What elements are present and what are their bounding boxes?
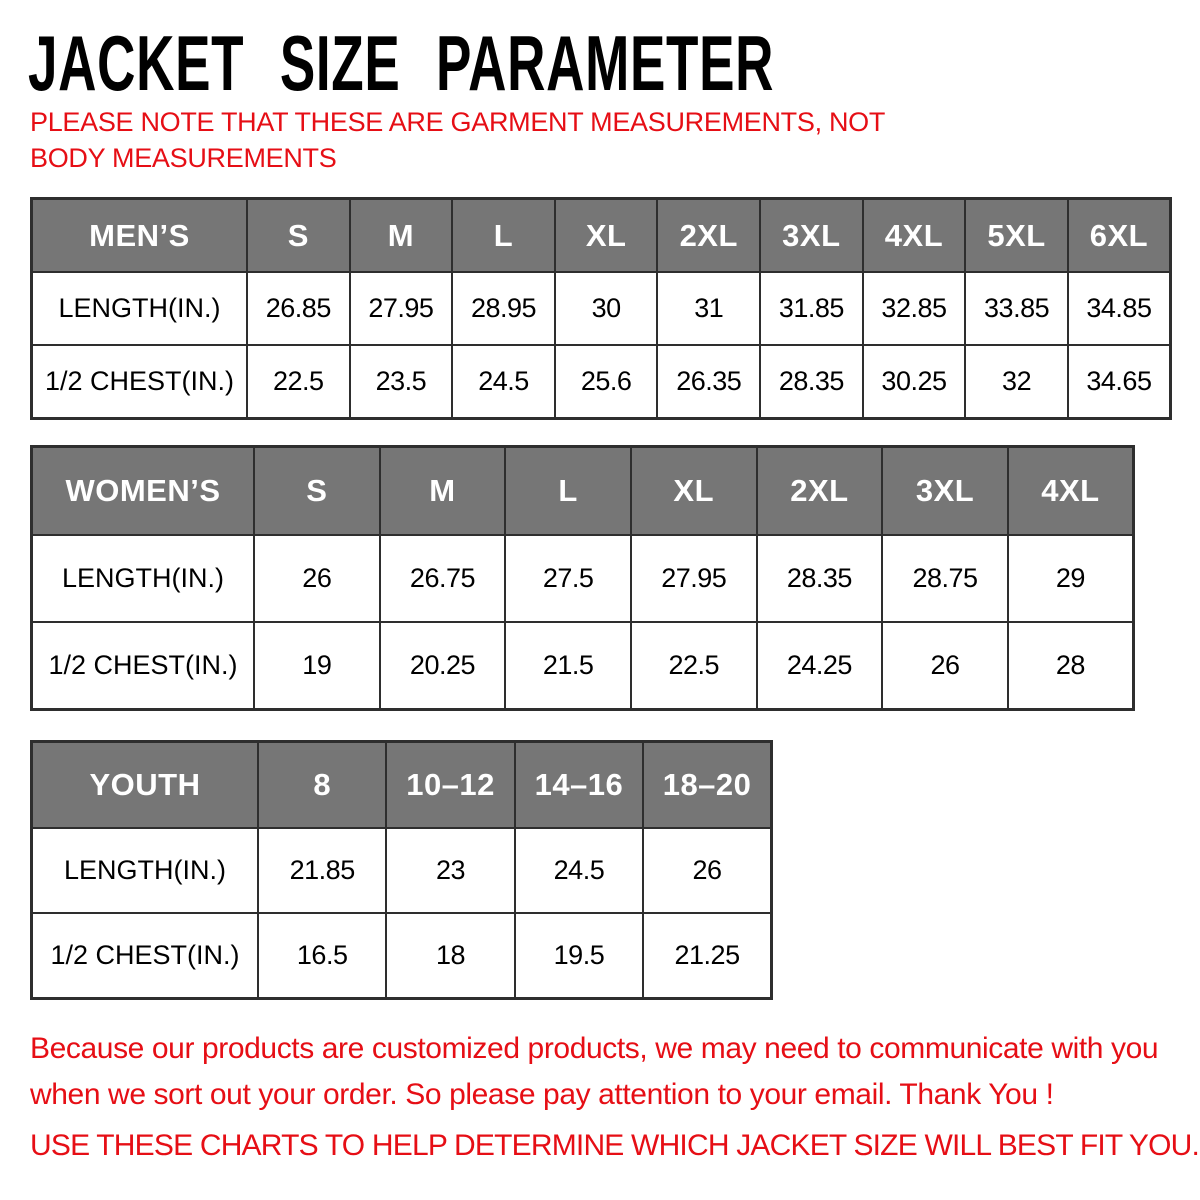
measurement-value-cell: 28.95 [452, 272, 555, 345]
measurement-value-cell: 28.35 [760, 345, 863, 419]
row-label-cell: 1/2 CHEST(IN.) [32, 622, 255, 710]
measurement-value-cell: 23 [386, 828, 514, 913]
measurement-value-cell: 31.85 [760, 272, 863, 345]
size-header-cell: 8 [258, 742, 386, 829]
fit-advice-note: USE THESE CHARTS TO HELP DETERMINE WHICH JACKET SIZE WILL BEST FIT YOU. [30, 1129, 1200, 1162]
size-header-cell: 6XL [1068, 199, 1171, 273]
size-header-cell: XL [555, 199, 658, 273]
womens-table-header [32, 447, 1134, 536]
measurement-value-cell: 26.75 [380, 535, 506, 622]
womens-size-table [30, 445, 1135, 711]
table-title-cell: MEN’S [32, 199, 248, 273]
youth-size-table [30, 740, 773, 1000]
measurement-value-cell: 26 [643, 828, 771, 913]
measurement-value-cell: 26.85 [247, 272, 350, 345]
header-row [32, 199, 1171, 273]
measurement-value-cell: 21.85 [258, 828, 386, 913]
measurement-value-cell: 28 [1008, 622, 1134, 710]
size-header-cell: 4XL [863, 199, 966, 273]
table-row [32, 272, 1171, 345]
measurement-value-cell: 22.5 [631, 622, 757, 710]
row-label-cell: LENGTH(IN.) [32, 535, 255, 622]
table-title-cell: WOMEN’S [32, 447, 255, 536]
size-header-cell: S [254, 447, 380, 536]
measurement-value-cell: 21.25 [643, 913, 771, 999]
customization-note: Because our products are customized products, we may need to communicate with you when we sort out your order. So please pay attention to your email. Thank You ! [30, 1032, 1159, 1111]
mens-table-header [32, 199, 1171, 273]
size-header-cell: 3XL [760, 199, 863, 273]
size-header-cell: XL [631, 447, 757, 536]
measurement-value-cell: 26 [254, 535, 380, 622]
row-label-cell: 1/2 CHEST(IN.) [32, 913, 259, 999]
measurement-value-cell: 20.25 [380, 622, 506, 710]
measurement-value-cell: 27.5 [505, 535, 631, 622]
size-header-cell: M [350, 199, 453, 273]
size-header-cell: L [505, 447, 631, 536]
size-header-cell: 2XL [757, 447, 883, 536]
measurement-value-cell: 33.85 [965, 272, 1068, 345]
measurement-value-cell: 24.25 [757, 622, 883, 710]
measurement-value-cell: 27.95 [631, 535, 757, 622]
size-header-cell: M [380, 447, 506, 536]
size-header-cell: 3XL [882, 447, 1008, 536]
row-label-cell: LENGTH(IN.) [32, 272, 248, 345]
size-header-cell: L [452, 199, 555, 273]
womens-table-body [32, 535, 1134, 710]
header-row [32, 447, 1134, 536]
measurement-value-cell: 22.5 [247, 345, 350, 419]
measurement-value-cell: 21.5 [505, 622, 631, 710]
measurement-value-cell: 16.5 [258, 913, 386, 999]
header-row [32, 742, 772, 829]
youth-table-body [32, 828, 772, 999]
measurement-value-cell: 32.85 [863, 272, 966, 345]
size-header-cell: 10–12 [386, 742, 514, 829]
table-row [32, 828, 772, 913]
measurement-value-cell: 27.95 [350, 272, 453, 345]
measurement-value-cell: 28.35 [757, 535, 883, 622]
table-row [32, 345, 1171, 419]
table-row [32, 913, 772, 999]
measurement-value-cell: 30.25 [863, 345, 966, 419]
measurement-value-cell: 29 [1008, 535, 1134, 622]
garment-measurement-note: PLEASE NOTE THAT THESE ARE GARMENT MEASUREMENTS, NOT BODY MEASUREMENTS [30, 107, 885, 173]
measurement-value-cell: 24.5 [515, 828, 643, 913]
size-header-cell: 14–16 [515, 742, 643, 829]
measurement-value-cell: 26.35 [657, 345, 760, 419]
page-title-text: JACKET SIZE PARAMETER [28, 19, 775, 107]
size-header-cell: 5XL [965, 199, 1068, 273]
row-label-cell: 1/2 CHEST(IN.) [32, 345, 248, 419]
measurement-value-cell: 23.5 [350, 345, 453, 419]
measurement-value-cell: 19 [254, 622, 380, 710]
measurement-value-cell: 25.6 [555, 345, 658, 419]
measurement-value-cell: 24.5 [452, 345, 555, 419]
size-header-cell: 2XL [657, 199, 760, 273]
measurement-value-cell: 30 [555, 272, 658, 345]
measurement-value-cell: 34.65 [1068, 345, 1171, 419]
size-header-cell: S [247, 199, 350, 273]
measurement-value-cell: 34.85 [1068, 272, 1171, 345]
youth-table-header [32, 742, 772, 829]
mens-size-table [30, 197, 1172, 420]
mens-table-body [32, 272, 1171, 419]
measurement-value-cell: 26 [882, 622, 1008, 710]
size-header-cell: 18–20 [643, 742, 771, 829]
measurement-value-cell: 32 [965, 345, 1068, 419]
table-row [32, 622, 1134, 710]
table-row [32, 535, 1134, 622]
measurement-value-cell: 18 [386, 913, 514, 999]
row-label-cell: LENGTH(IN.) [32, 828, 259, 913]
measurement-value-cell: 19.5 [515, 913, 643, 999]
table-title-cell: YOUTH [32, 742, 259, 829]
size-header-cell: 4XL [1008, 447, 1134, 536]
measurement-value-cell: 28.75 [882, 535, 1008, 622]
measurement-value-cell: 31 [657, 272, 760, 345]
page-title [28, 18, 1125, 109]
